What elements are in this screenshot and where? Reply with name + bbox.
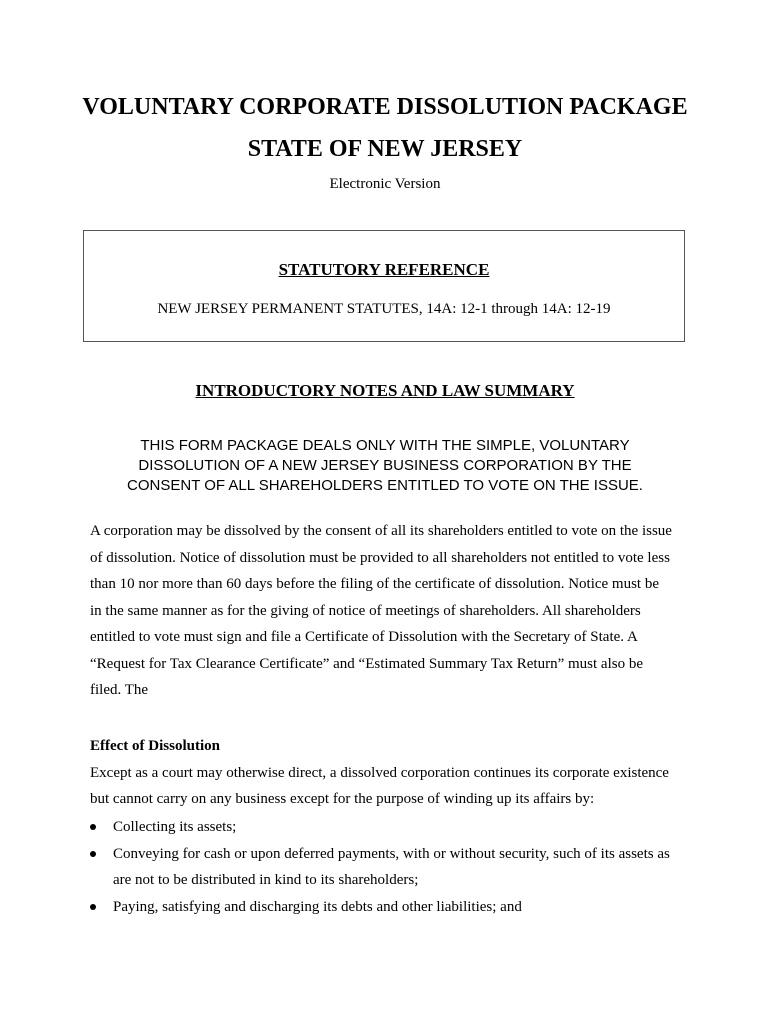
- effect-paragraph: [90, 760, 690, 812]
- list-item-text: Conveying for cash or upon deferred payments, with or without security, such of its assets as: [113, 845, 670, 862]
- list-item: [90, 814, 690, 841]
- bullet-icon: [90, 851, 96, 857]
- paragraph-line: of dissolution. Notice of dissolution must be provided to all shareholders not entitled to vote less: [90, 549, 670, 566]
- bullet-icon: [90, 824, 96, 830]
- edition-label: Electronic Version: [329, 176, 441, 192]
- paragraph-line: filed. The: [90, 682, 149, 698]
- statutory-reference-box: [83, 230, 685, 342]
- law-summary-paragraph: [90, 518, 690, 704]
- list-item-text: Paying, satisfying and discharging its debts and other liabilities; and: [113, 898, 522, 915]
- scope-notice-line: DISSOLUTION OF A NEW JERSEY BUSINESS CORPORATION BY THE: [138, 457, 632, 474]
- paragraph-line: Except as a court may otherwise direct, a dissolved corporation continues its corporate existence: [90, 765, 669, 781]
- paragraph-line: than 10 nor more than 60 days before the filing of the certificate of dissolution. Notice must be: [90, 576, 660, 592]
- list-item: [90, 841, 690, 894]
- scope-notice-line: THIS FORM PACKAGE DEALS ONLY WITH THE SIMPLE, VOLUNTARY: [140, 437, 630, 454]
- statutory-reference-text: NEW JERSEY PERMANENT STATUTES, 14A: 12-1 through 14A: 12-19: [157, 301, 611, 317]
- scope-notice-line: CONSENT OF ALL SHAREHOLDERS ENTITLED TO VOTE ON THE ISSUE.: [127, 477, 643, 494]
- scope-notice: [0, 436, 770, 496]
- statutory-reference-heading: STATUTORY REFERENCE: [278, 260, 490, 279]
- paragraph-line: A corporation may be dissolved by the consent of all its shareholders entitled to vote on the issue: [90, 523, 672, 539]
- paragraph-line: but cannot carry on any business except for the purpose of winding up its affairs by:: [90, 791, 595, 807]
- paragraph-line: entitled to vote must sign and file a Certificate of Dissolution with the Secretary of State. A: [90, 629, 638, 645]
- list-item-text: are not to be distributed in kind to its shareholders;: [113, 872, 419, 888]
- paragraph-line: in the same manner as for the giving of notice of meetings of shareholders. All shareholders: [90, 602, 641, 619]
- intro-heading: INTRODUCTORY NOTES AND LAW SUMMARY: [195, 381, 575, 400]
- document-title: VOLUNTARY CORPORATE DISSOLUTION PACKAGE: [82, 94, 688, 120]
- effect-of-dissolution-heading: Effect of Dissolution: [90, 738, 220, 754]
- winding-up-list: [90, 814, 690, 920]
- bullet-icon: [90, 904, 96, 910]
- paragraph-line: “Request for Tax Clearance Certificate” and “Estimated Summary Tax Return” must also be: [90, 655, 643, 672]
- list-item: [90, 894, 690, 921]
- document-subtitle: STATE OF NEW JERSEY: [247, 136, 523, 162]
- list-item-text: Collecting its assets;: [113, 819, 237, 835]
